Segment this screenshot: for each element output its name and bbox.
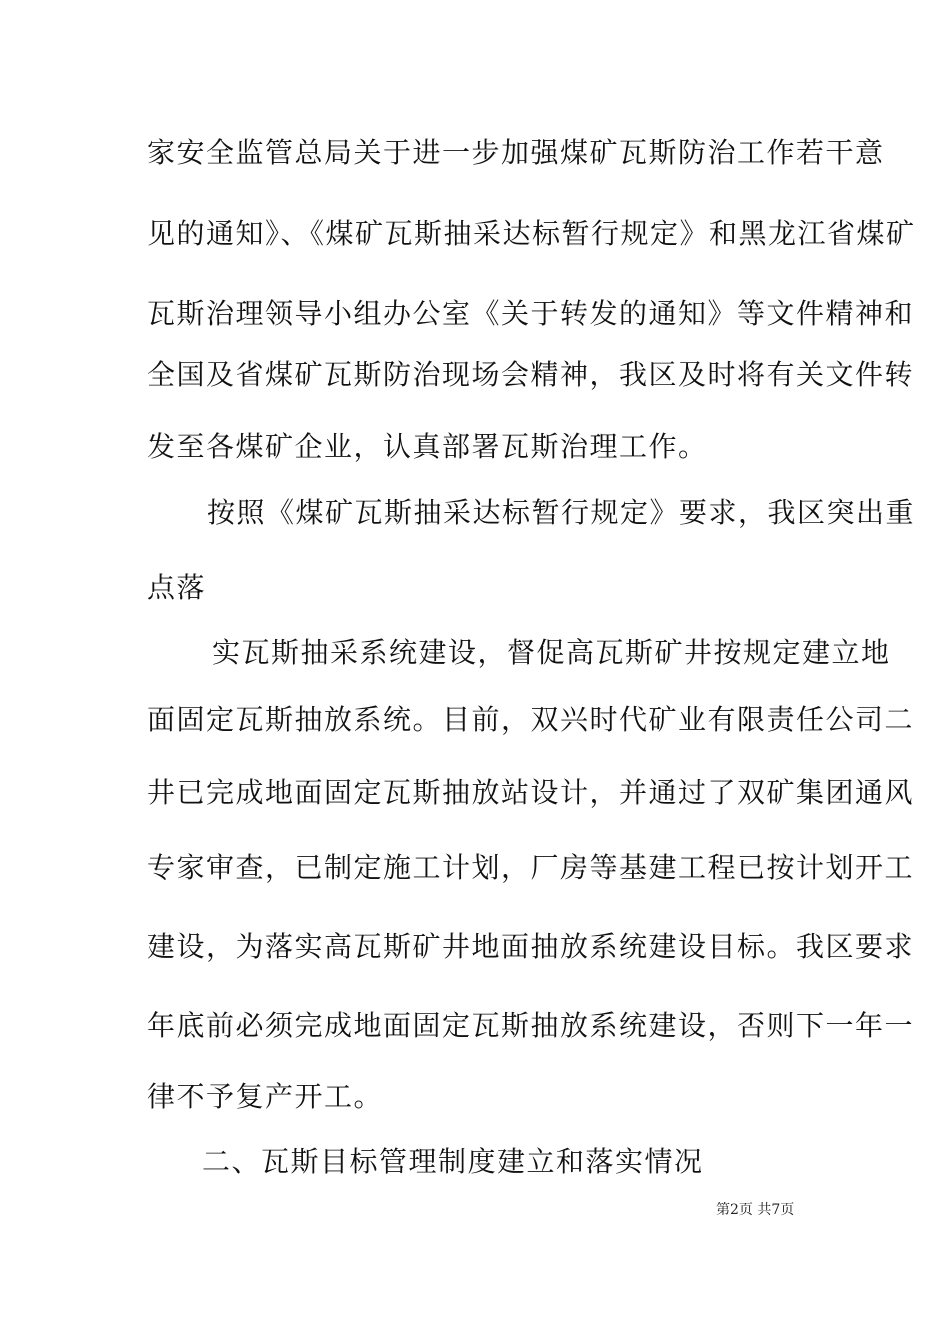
paragraph-3-line-6: 年底前必须完成地面固定瓦斯抽放系统建设，否则下一年一 [147, 1009, 915, 1042]
paragraph-3-line-4: 专家审查，已制定施工计划，厂房等基建工程已按计划开工 [147, 851, 915, 884]
text-line-1: 家安全监管总局关于进一步加强煤矿瓦斯防治工作若干意 [147, 136, 885, 169]
paragraph-3-line-3: 井已完成地面固定瓦斯抽放站设计，并通过了双矿集团通风 [147, 776, 915, 809]
text-line-2: 见的通知》、《煤矿瓦斯抽采达标暂行规定》和黑龙江省煤矿 [147, 217, 916, 250]
text-line-3: 瓦斯治理领导小组办公室《关于转发的通知》等文件精神和 [147, 297, 915, 330]
paragraph-3-line-7: 律不予复产开工。 [147, 1080, 384, 1113]
section-heading: 二、瓦斯目标管理制度建立和落实情况 [202, 1145, 704, 1178]
paragraph-3-line-5: 建设，为落实高瓦斯矿井地面抽放系统建设目标。我区要求 [147, 930, 915, 963]
paragraph-2-line-1: 按照《煤矿瓦斯抽采达标暂行规定》要求，我区突出重 [207, 496, 916, 529]
paragraph-3-line-2: 面固定瓦斯抽放系统。目前，双兴时代矿业有限责任公司二 [147, 703, 915, 736]
text-line-4: 全国及省煤矿瓦斯防治现场会精神，我区及时将有关文件转 [147, 358, 915, 391]
paragraph-2-line-2: 点落 [147, 571, 207, 604]
text-line-5: 发至各煤矿企业，认真部署瓦斯治理工作。 [147, 430, 708, 463]
paragraph-3-line-1: 实瓦斯抽采系统建设，督促高瓦斯矿井按规定建立地 [212, 636, 891, 669]
page-number: 第2页 共7页 [716, 1202, 795, 1218]
